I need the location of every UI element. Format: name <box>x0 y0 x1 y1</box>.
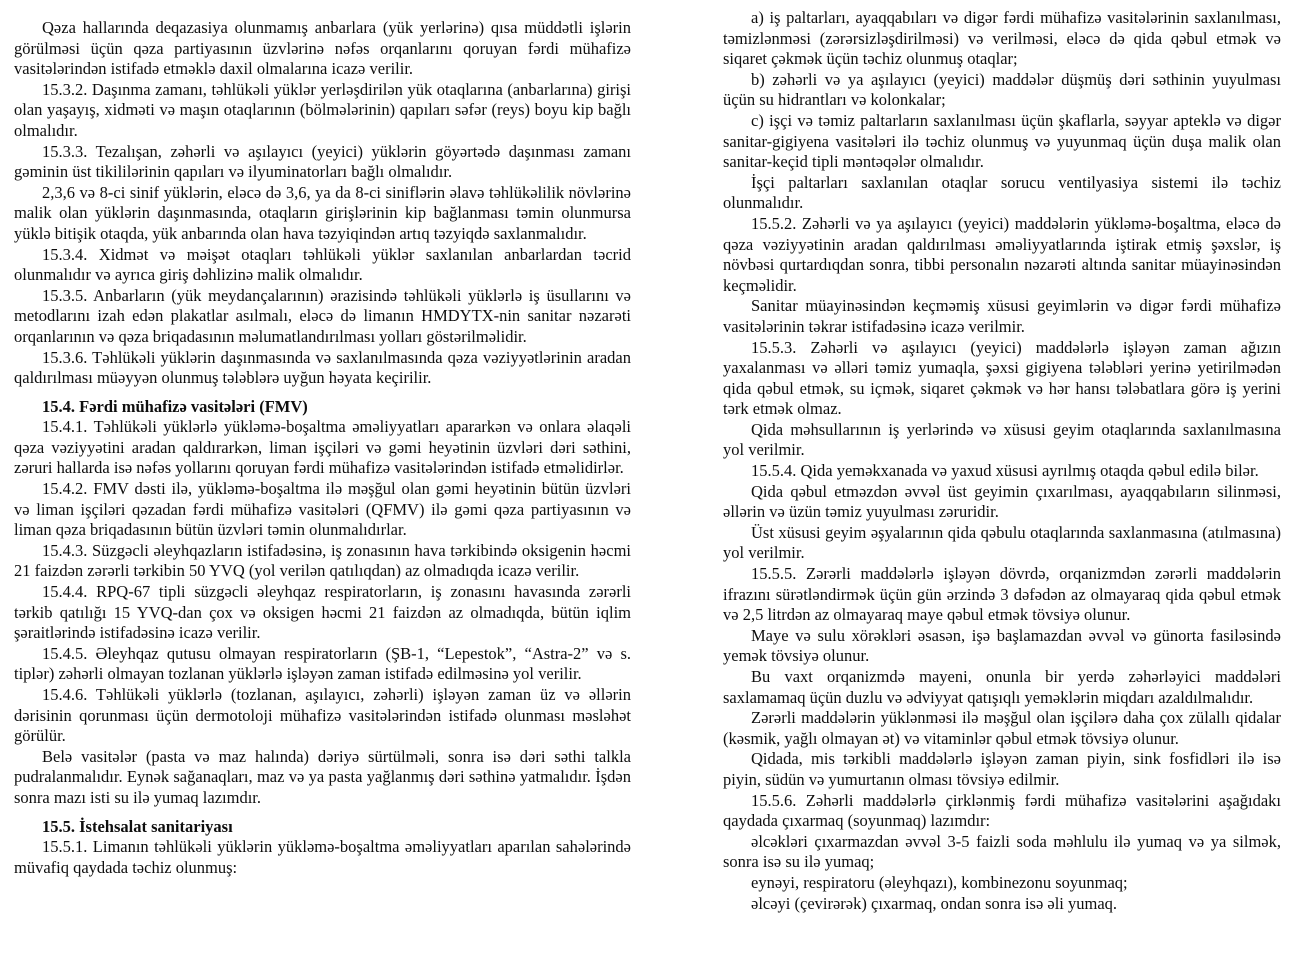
paragraph: eynəyi, respiratoru (əleyhqazı), kombinezonu soyunmaq; <box>751 872 1128 892</box>
paragraph: Sanitar müayinəsindən keçməmiş xüsusi geyimlərin və digər fərdi mühafizə vasitələrinin təkrar istifadəsinə icazə verilmir. <box>723 296 1281 336</box>
paragraph: 15.4.4. RPQ-67 tipli süzgəcli əleyhqaz respiratorların, iş zonasını havasında zərərli tərkib qatılığı 15 YVQ-dan çox və oksigen həcmi 21 faizdən az olmadıqda, bütün iqlim şəraitlərində istifadəsinə icazə verilir. <box>14 582 631 643</box>
paragraph: 15.5.4. Qida yeməkxanada və yaxud xüsusi ayrılmış otaqda qəbul edilə bilər. <box>751 461 1259 481</box>
paragraph: 15.4.2. FMV dəsti ilə, yükləmə-boşaltma ilə məşğul olan gəmi heyətinin bütün üzvləri və liman işçiləri qəzadan fərdi mühafizə vasitələri (QFMV) ilə gəmi qəza partiyasının və liman qəza briqadasının bütün üzvləri təmin olunmalıdırlar. <box>14 479 631 540</box>
paragraph: Qəza hallarında deqazasiya olunmamış anbarlara (yük yerlərinə) qısa müddətli işlərin görülməsi üçün qəza partiyasının üzvlərinə nəfəs orqanlarını qoruyan fərdi mühafizə vasitələrindən istifadə etməklə daxil olmalarına icazə verilir. <box>14 18 631 79</box>
paragraph: 15.5.6. Zəhərli maddələrlə çirklənmiş fərdi mühafizə vasitələrini aşağıdakı qaydada çıxarmaq (soyunmaq) lazımdır: <box>723 790 1281 831</box>
paragraph: Qidada, mis tərkibli maddələrlə işləyən zaman piyin, sink fosfidləri ilə isə piyin, südün və yumurtanın olması tövsiyə edilmir. <box>723 749 1281 789</box>
paragraph: 15.3.2. Daşınma zamanı, təhlükəli yüklər yerləşdirilən yük otaqlarına (anbarlarına) girişi olan yaşayış, xidməti və maşın otaqlarının (bölmələrinin) qapıları səfər (reys) boyu kip bağlı olmalıdır. <box>14 79 631 140</box>
paragraph: Belə vasitələr (pasta və maz halında) dəriyə sürtülməli, sonra isə dəri səthi talkla pudralanmalıdır. Eynək sağanaqları, maz və ya pasta yağlanmış dəri səthinə yatmalıdır. İşdən sonra mazı isti su ilə yumaq lazımdır. <box>14 746 631 807</box>
paragraph: c) işçi və təmiz paltarların saxlanılması üçün şkaflarla, səyyar apteklə və digər sanitar-gigiyena vasitələri ilə təchiz olunmuş və yuyunmaq üçün duşa malik olan sanitar-keçid tipli məntəqələr olmalıdır. <box>723 110 1281 172</box>
paragraph: 15.5.3. Zəhərli və aşılayıcı (yeyici) maddələrlə işləyən zaman ağızın yaxalanması və əlləri təmiz yumaqla, şəxsi gigiyena tələbləri yerinə yetirilmədən qida qəbul etmək, su içmək, siqaret çəkmək və hər hansı tələbatlara görə iş yerini tərk etmək olmaz. <box>723 337 1281 419</box>
paragraph: əlcəkləri çıxarmazdan əvvəl 3-5 faizli soda məhlulu ilə yumaq və ya silmək, sonra isə su ilə yumaq; <box>723 831 1281 872</box>
paragraph: 15.4.1. Təhlükəli yüklərlə yükləmə-boşaltma əməliyyatları apararkən və onlara əlaqəli qəza vəziyyətini aradan qaldırarkən, liman işçiləri və gəmi heyətinin üzvləri dəri səthini, zəruri hallarda isə nəfəs yollarını qoruyan fərdi mühafizə vasitələrindən istifadə etməlidirlər. <box>14 417 631 478</box>
paragraph: əlcəyi (çevirərək) çıxarmaq, ondan sonra isə əli yumaq. <box>751 893 1118 913</box>
paragraph: 15.5.2. Zəhərli və ya aşılayıcı (yeyici) maddələrin yükləmə-boşaltma, eləcə də qəza vəziyyətinin aradan qaldırılması əməliyyatlarında iştirak etmiş şəxslər, iş növbəsi qurtardıqdan sonra, tibbi personalın nəzarəti altında sanitar müayinəsindən keçməlidir. <box>723 213 1281 295</box>
paragraph: Bu vaxt orqanizmdə mayeni, onunla bir yerdə zəhərləyici maddələri saxlamamaq üçün duzlu və ədviyyat qatışıqlı yeməklərin miqdarı azaldılmalıdır. <box>723 667 1281 707</box>
section-heading: 15.4. Fərdi mühafizə vasitələri (FMV) <box>42 396 308 416</box>
paragraph: Üst xüsusi geyim əşyalarının qida qəbulu otaqlarında saxlanmasına (atılmasına) yol verilmir. <box>723 522 1281 563</box>
column-gutter <box>631 6 723 967</box>
section-heading: 15.5. İstehsalat sanitariyası <box>42 816 233 836</box>
paragraph: 15.5.5. Zərərli maddələrlə işləyən dövrdə, orqanizmdən zərərli maddələrin ifrazını sürətləndirmək üçün gün ərzində 3 dəfədən az olmayaraq qida qəbul etmək və 2,5 litrdən az olmayaraq maye qəbul etmək tövsiyə olunur. <box>723 564 1281 625</box>
paragraph: 15.4.3. Süzgəcli əleyhqazların istifadəsinə, iş zonasının hava tərkibində oksigenin həcmi 21 faizdən zərərli tərkibin 50 YVQ (yol verilən qatılıqdan) az olmadıqda icazə verilir. <box>14 540 631 581</box>
paragraph: 2,3,6 və 8-ci sinif yüklərin, eləcə də 3,6, ya da 8-ci siniflərin əlavə təhlükəlilik növlərinə malik olan yüklərin daşınmasında, otaqların girişlərinin kip bağlanması təmin olunmursa yüklə bitişik otaqda, yük anbarında olan hava təzyiqindən artıq təzyiqdə saxlanmalıdır. <box>14 182 631 243</box>
paragraph: Maye və sulu xörəkləri əsasən, işə başlamazdan əvvəl və günorta fasiləsində yemək tövsiyə olunur. <box>723 625 1281 666</box>
right-text-column <box>723 6 1281 967</box>
left-text-column <box>14 6 631 967</box>
paragraph: 15.3.3. Tezalışan, zəhərli və aşılayıcı (yeyici) yüklərin göyərtədə daşınması zamanı gəminin üst tikililərinin qapıları və ilyuminatorları bağlı olmalıdır. <box>14 141 631 182</box>
paragraph: Zərərli maddələrin yüklənməsi ilə məşğul olan işçilərə daha çox zülallı qidalar (kəsmik, yağlı olmayan ət) və vitaminlər qəbul etmək tövsiyə olunur. <box>723 708 1281 748</box>
paragraph: 15.3.4. Xidmət və məişət otaqları təhlükəli yüklər saxlanılan anbarlardan təcrid olunmalıdır və ayrıca giriş dəhlizinə malik olmalıdır. <box>14 244 631 285</box>
paragraph: Qida qəbul etməzdən əvvəl üst geyimin çıxarılması, ayaqqabıların silinməsi, əllərin və üzün təmiz yuyulması zəruridir. <box>723 481 1281 522</box>
paragraph: İşçi paltarları saxlanılan otaqlar sorucu ventilyasiya sistemi ilə təchiz olunmalıdır. <box>723 172 1281 213</box>
paragraph: b) zəhərli və ya aşılayıcı (yeyici) maddələr düşmüş dəri səthinin yuyulması üçün su hidrantları və kolonkalar; <box>723 69 1281 110</box>
paragraph: 15.4.5. Əleyhqaz qutusu olmayan respiratorların (ŞB-1, “Lepestok”, “Astra-2” və s. tiplər) zəhərli olmayan tozlanan yüklərlə işləyən zaman istifadə edilməsinə yol verilir. <box>14 643 631 684</box>
paragraph: a) iş paltarları, ayaqqabıları və digər fərdi mühafizə vasitələrinin saxlanılması, təmizlənməsi (zərərsizləşdirilməsi) və verilməsi, eləcə də qida qəbul etmək və siqaret çəkmək üçün təchiz olunmuş otaqlar; <box>723 8 1281 69</box>
paragraph: 15.3.5. Anbarların (yük meydançalarının) ərazisində təhlükəli yüklərlə iş üsullarını və metodlarını izah edən plakatlar asılmalı, eləcə də limanın HMDYTX-nin sanitar nəzarəti orqanlarının və qəza briqadasının məlumatlandırılması yolları göstərilməlidir. <box>14 285 631 346</box>
paragraph: 15.5.1. Limanın təhlükəli yüklərin yükləmə-boşaltma əməliyyatları aparılan sahələrində müvafiq qaydada təchiz olunmuş: <box>14 837 631 877</box>
paragraph: Qida məhsullarının iş yerlərində və xüsusi geyim otaqlarında saxlanılmasına yol verilmir. <box>723 419 1281 460</box>
paragraph: 15.4.6. Təhlükəli yüklərlə (tozlanan, aşılayıcı, zəhərli) işləyən zaman üz və əllərin dərisinin qorunması üçün dermotoloji mühafizə vasitələrindən istifadə olunması məsləhət görülür. <box>14 685 631 746</box>
paragraph: 15.3.6. Təhlükəli yüklərin daşınmasında və saxlanılmasında qəza vəziyyətlərinin aradan qaldırılması müəyyən olunmuş tələblərə uyğun həyata keçirilir. <box>14 347 631 388</box>
